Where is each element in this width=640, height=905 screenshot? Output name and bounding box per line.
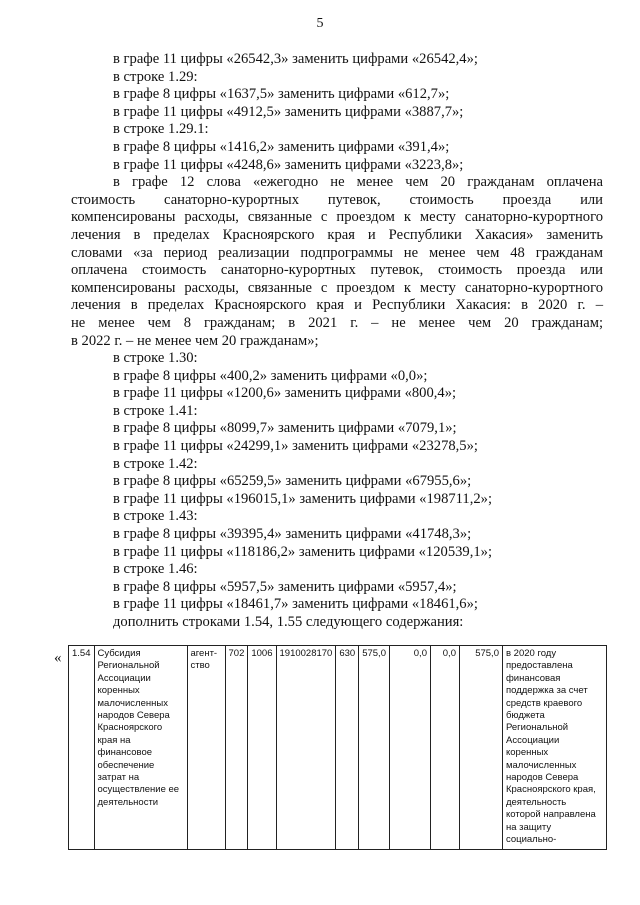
text-line: в строке 1.29: — [113, 68, 198, 85]
text-line: лечения в пределах Красноярского края и Республики Хакасия» заменить — [71, 226, 603, 243]
text-line: лечения в пределах Красноярского края и Республики Хакасия: в 2020 г. – — [71, 297, 603, 314]
grbs-code-cell: 702 — [225, 646, 248, 850]
amount-2022-cell: 0,0 — [430, 646, 459, 850]
text-line: в графе 8 цифры «1416,2» заменить цифрами «391,4»; — [113, 138, 450, 155]
text-line: в графе 11 цифры «24299,1» заменить цифрами «23278,5»; — [113, 438, 478, 455]
text-line: компенсированы расходы, связанные с проездом к месту санаторно-курортного — [71, 279, 603, 296]
text-line: в строке 1.42: — [113, 455, 198, 472]
text-line: в 2022 г. – не менее чем 20 гражданам»; — [71, 332, 319, 349]
table-row — [69, 646, 607, 850]
measure-name-cell: Субсидия Региональной Ассоциации коренных малочисленных народов Севера Красноярского края на финансовое обеспечение затрат на осуществление ее деятельности — [94, 646, 187, 850]
text-line: словами «за период реализации подпрограммы не менее чем 48 гражданам — [71, 244, 603, 261]
text-line: не менее чем 8 гражданам; в 2021 г. – не менее чем 20 гражданам; — [71, 314, 603, 331]
row-number-cell: 1.54 — [69, 646, 95, 850]
text-line: в строке 1.41: — [113, 402, 198, 419]
text-line: в строке 1.43: — [113, 508, 198, 525]
text-line: дополнить строками 1.54, 1.55 следующего содержания: — [113, 614, 464, 630]
text-line: компенсированы расходы, связанные с проездом к месту санаторно-курортного — [71, 209, 603, 226]
text-line: в графе 8 цифры «8099,7» заменить цифрами «7079,1»; — [113, 420, 457, 437]
text-line: стоимость санаторно-курортных путевок, стоимость проезда или — [71, 191, 603, 208]
text-line: в строке 1.30: — [113, 350, 198, 367]
section-code-cell: 1006 — [248, 646, 276, 850]
text-line: в графе 11 цифры «196015,1» заменить цифрами «198711,2»; — [113, 490, 493, 507]
text-line: в строке 1.29.1: — [113, 121, 209, 138]
text-line: оплачена стоимость санаторно-курортных путевок, стоимость проезда или — [71, 262, 603, 279]
amount-2020-cell: 575,0 — [359, 646, 390, 850]
text-line: в графе 11 цифры «4248,6» заменить цифрами «3223,8»; — [113, 156, 464, 173]
opening-quote-mark: « — [54, 650, 62, 666]
text-line: в графе 11 цифры «18461,7» заменить цифрами «18461,6»; — [113, 596, 478, 613]
text-line: в графе 8 цифры «1637,5» заменить цифрами «612,7»; — [113, 86, 450, 103]
amount-total-cell: 575,0 — [459, 646, 502, 850]
text-line: в графе 11 цифры «1200,6» заменить цифрами «800,4»; — [113, 385, 457, 402]
text-line: в графе 11 цифры «26542,3» заменить цифрами «26542,4»; — [113, 51, 478, 67]
text-line: в графе 11 цифры «118186,2» заменить цифрами «120539,1»; — [113, 543, 493, 560]
amount-2021-cell: 0,0 — [389, 646, 430, 850]
text-line: в графе 8 цифры «400,2» заменить цифрами «0,0»; — [113, 367, 428, 384]
text-line: в графе 11 цифры «4912,5» заменить цифрами «3887,7»; — [113, 103, 464, 120]
text-line: в графе 8 цифры «39395,4» заменить цифрами «41748,3»; — [113, 526, 472, 543]
expense-type-code-cell: 630 — [336, 646, 359, 850]
text-line: в строке 1.46: — [113, 561, 198, 578]
responsible-agency-cell: агент-ство — [187, 646, 225, 850]
text-line: в графе 8 цифры «65259,5» заменить цифрами «67955,6»; — [113, 473, 472, 490]
target-article-code-cell: 1910028170 — [276, 646, 336, 850]
document-body — [71, 51, 603, 632]
expected-result-cell: в 2020 году предоставлена финансовая поддержка за счет средств краевого бюджета Региональной Ассоциации коренных малочисленных народов Севера Красноярского края, деятельность которой направлена на защиту социально- — [502, 646, 606, 850]
page-number: 5 — [316, 16, 324, 31]
text-line: в графе 12 слова «ежегодно не менее чем 20 гражданам оплачена — [113, 174, 603, 191]
text-line: в графе 8 цифры «5957,5» заменить цифрами «5957,4»; — [113, 578, 457, 595]
inserted-rows-table — [68, 645, 607, 850]
